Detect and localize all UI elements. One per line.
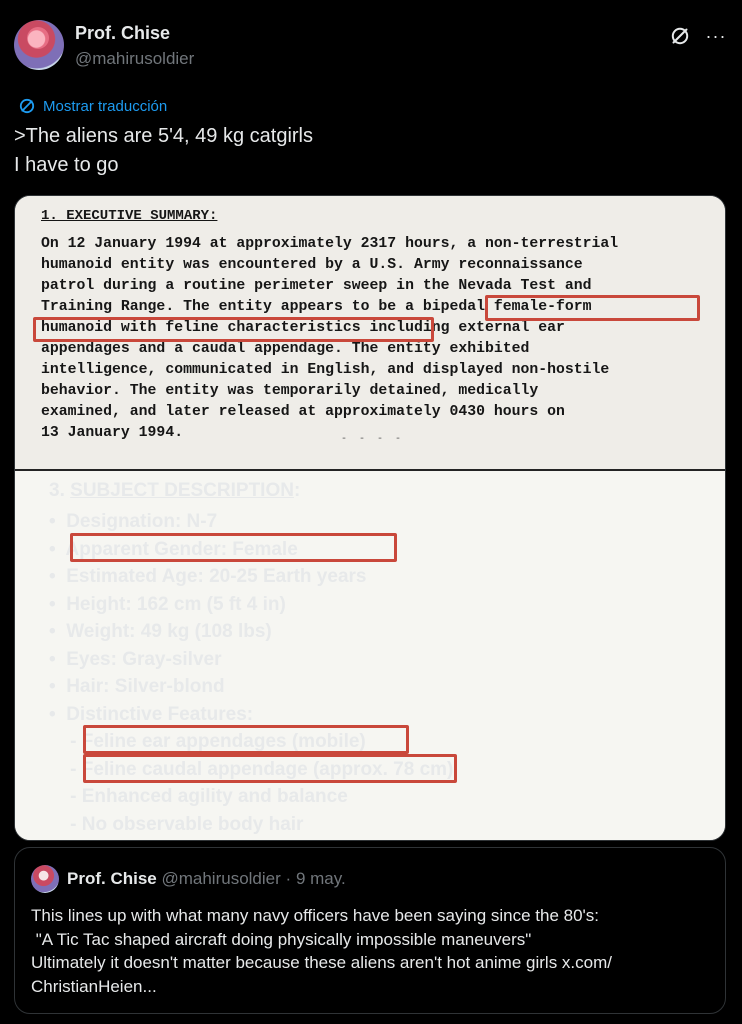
subject-line: • Height: 162 cm (5 ft 4 in) — [49, 593, 286, 615]
paragraph-line: 13 January 1994. — [41, 425, 184, 441]
paragraph-line: examined, and later released at approximately 0430 hours on — [41, 404, 565, 420]
paragraph-line: On 12 January 1994 at approximately 2317 hours, a non-terrestrial — [41, 236, 619, 252]
more-icon[interactable]: ··· — [705, 25, 727, 46]
subject-line: • Hair: Silver-blond — [49, 676, 225, 697]
highlight-box-ear — [83, 725, 409, 754]
author-avatar[interactable] — [14, 20, 64, 70]
document-image[interactable] — [14, 195, 726, 841]
tweet-line: I have to go — [14, 154, 119, 176]
section3-heading: SUBJECT DESCRIPTION — [70, 480, 294, 501]
tweet-line: >The aliens are 5'4, 49 kg catgirls — [14, 125, 313, 147]
translate-label[interactable]: Mostrar traducción — [43, 97, 168, 115]
ink-smudge: - - - - — [341, 434, 405, 445]
paragraph-line: humanoid entity was encountered by a U.S. Army reconnaissance — [41, 257, 583, 273]
highlight-box-caudal — [83, 754, 457, 783]
section3-number: 3. — [49, 480, 65, 501]
translate-link[interactable] — [18, 96, 167, 116]
author-handle[interactable]: @mahirusoldier — [75, 49, 195, 68]
section3-colon: : — [293, 480, 301, 501]
quote-text — [31, 904, 719, 998]
section3-title — [49, 480, 300, 502]
section1-title: 1. EXECUTIVE SUMMARY: — [41, 208, 218, 224]
highlight-box-bipedal — [485, 295, 700, 321]
quote-meta — [67, 869, 346, 889]
paragraph-line: Training Range. The entity appears to be a bipedal female-form — [41, 299, 592, 315]
paragraph-line: patrol during a routine perimeter sweep in the Nevada Test and — [41, 278, 592, 294]
subject-line: - Enhanced agility and balance — [49, 786, 348, 807]
subject-line: - No observable body hair — [49, 813, 304, 835]
subject-line: • Eyes: Gray-silver — [49, 648, 222, 670]
paragraph-line: appendages and a caudal appendage. The entity exhibited — [41, 341, 530, 357]
subject-line: • Weight: 49 kg (108 lbs) — [49, 621, 272, 642]
tweet-header — [14, 20, 728, 74]
subject-line: • Estimated Age: 20-25 Earth years — [49, 566, 367, 587]
quote-body: This lines up with what many navy officers have been saying since the 80's: "A Tic Tac shaped aircraft doing physically impossible maneuvers" Ultimately it doesn't matter because these aliens aren't hot anime girls x.com/ ChristianHeien... — [31, 906, 612, 996]
quote-author-name[interactable]: Prof. Chise — [67, 869, 157, 888]
subject-line: - Feline caudal appendage (approx. 78 cm) — [49, 758, 454, 780]
quote-separator: · — [285, 869, 292, 888]
author-name[interactable]: Prof. Chise — [75, 23, 171, 43]
grok-icon[interactable] — [666, 22, 694, 50]
paragraph-line: intelligence, communicated in English, and displayed non-hostile — [41, 362, 610, 378]
quote-date[interactable]: 9 may. — [295, 869, 346, 888]
translate-icon — [18, 97, 36, 115]
highlight-box-gender — [70, 533, 397, 562]
subject-line: • Distinctive Features: — [49, 703, 254, 725]
subject-line: • Designation: N-7 — [49, 511, 218, 532]
paragraph-line: behavior. The entity was temporarily detained, medically — [41, 383, 539, 399]
subject-line: • Apparent Gender: Female — [49, 538, 298, 560]
tweet-text — [14, 122, 714, 180]
quoted-tweet[interactable] — [14, 847, 726, 1014]
quote-avatar[interactable] — [31, 865, 59, 893]
subject-line: - Feline ear appendages (mobile) — [49, 731, 366, 752]
paragraph-line: humanoid with feline characteristics including external ear — [41, 320, 565, 336]
quote-author-handle[interactable]: @mahirusoldier — [161, 869, 281, 888]
highlight-box-feline-characteristics — [33, 317, 434, 342]
executive-summary-section — [15, 196, 726, 471]
